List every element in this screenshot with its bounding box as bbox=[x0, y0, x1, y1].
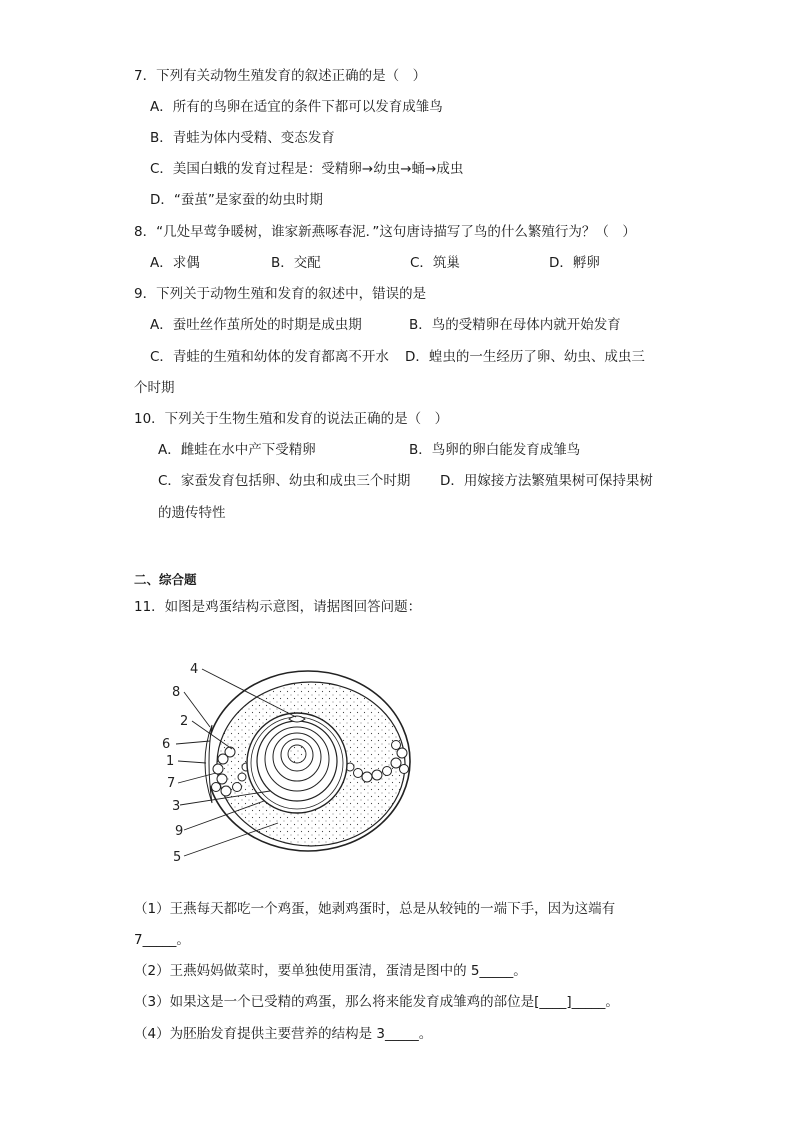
q9-option-d-continuation: 个时期 bbox=[134, 380, 175, 396]
q9-options-row-1 bbox=[0, 315, 794, 335]
q10-option-a: A．雌蛙在水中产下受精卵 bbox=[158, 442, 316, 458]
figure-label-8: 8 bbox=[172, 685, 181, 700]
q11-sub3: （3）如果这是一个已受精的鸡蛋，那么将来能发育成雏鸡的部位是[____]_____。 bbox=[134, 994, 619, 1010]
figure-label-7: 7 bbox=[167, 776, 176, 791]
q9-option-c: C．青蛙的生殖和幼体的发育都离不开水 bbox=[150, 349, 389, 365]
q11-sub1-line2: 7_____。 bbox=[134, 932, 190, 948]
q10-options-row-2 bbox=[0, 471, 794, 491]
q11-sub4: （4）为胚胎发育提供主要营养的结构是 3_____。 bbox=[134, 1026, 433, 1042]
figure-label-4: 4 bbox=[190, 662, 199, 677]
q8-options-row bbox=[0, 253, 794, 273]
q7-option-d: D．“蚕茧”是家蚕的幼虫时期 bbox=[150, 192, 323, 208]
q11-sub2: （2）王燕妈妈做菜时，要单独使用蛋清，蛋清是图中的 5_____。 bbox=[134, 963, 527, 979]
q9-option-b: B．鸟的受精卵在母体内就开始发育 bbox=[409, 317, 621, 333]
q9-option-d: D．蝗虫的一生经历了卵、幼虫、成虫三 bbox=[405, 349, 645, 365]
q8-option-a: A．求偶 bbox=[150, 255, 200, 271]
q11-stem: 11．如图是鸡蛋结构示意图，请据图回答问题： bbox=[134, 599, 422, 615]
q10-option-b: B．鸟卵的卵白能发育成雏鸟 bbox=[409, 442, 581, 458]
q10-options-row-1 bbox=[0, 440, 794, 460]
q10-stem: 10．下列关于生物生殖和发育的说法正确的是（ ） bbox=[134, 411, 449, 427]
egg-structure-diagram bbox=[160, 655, 420, 870]
q10-option-d: D．用嫁接方法繁殖果树可保持果树 bbox=[440, 473, 653, 489]
figure-label-5: 5 bbox=[173, 850, 182, 865]
q10-option-d-continuation: 的遗传特性 bbox=[158, 505, 226, 521]
q7-option-b: B．青蛙为体内受精、变态发育 bbox=[150, 130, 335, 146]
figure-label-2: 2 bbox=[180, 714, 189, 729]
section-heading: 二、综合题 bbox=[134, 572, 197, 587]
q8-option-b: B．交配 bbox=[271, 255, 321, 271]
q9-stem: 9．下列关于动物生殖和发育的叙述中，错误的是 bbox=[134, 286, 427, 302]
q7-option-c: C．美国白蛾的发育过程是：受精卵→幼虫→蛹→成虫 bbox=[150, 161, 464, 177]
figure-label-9: 9 bbox=[175, 824, 184, 839]
q9-option-a: A．蚕吐丝作茧所处的时期是成虫期 bbox=[150, 317, 362, 333]
q8-option-c: C．筑巢 bbox=[410, 255, 460, 271]
q9-options-row-2 bbox=[0, 347, 794, 367]
q7-stem: 7．下列有关动物生殖发育的叙述正确的是（ ） bbox=[134, 68, 427, 84]
figure-label-1: 1 bbox=[166, 754, 175, 769]
q11-sub1-line1: （1）王燕每天都吃一个鸡蛋，她剥鸡蛋时，总是从较钝的一端下手，因为这端有 bbox=[134, 901, 616, 917]
q7-option-a: A．所有的鸟卵在适宜的条件下都可以发育成雏鸟 bbox=[150, 99, 443, 115]
figure-label-6: 6 bbox=[162, 737, 171, 752]
q10-option-c: C．家蚕发育包括卵、幼虫和成虫三个时期 bbox=[158, 473, 411, 489]
figure-label-3: 3 bbox=[172, 799, 181, 814]
q8-option-d: D．孵卵 bbox=[549, 255, 600, 271]
q8-stem: 8．“几处早莺争暖树，谁家新燕啄春泥．”这句唐诗描写了鸟的什么繁殖行为？（ ） bbox=[134, 224, 636, 240]
